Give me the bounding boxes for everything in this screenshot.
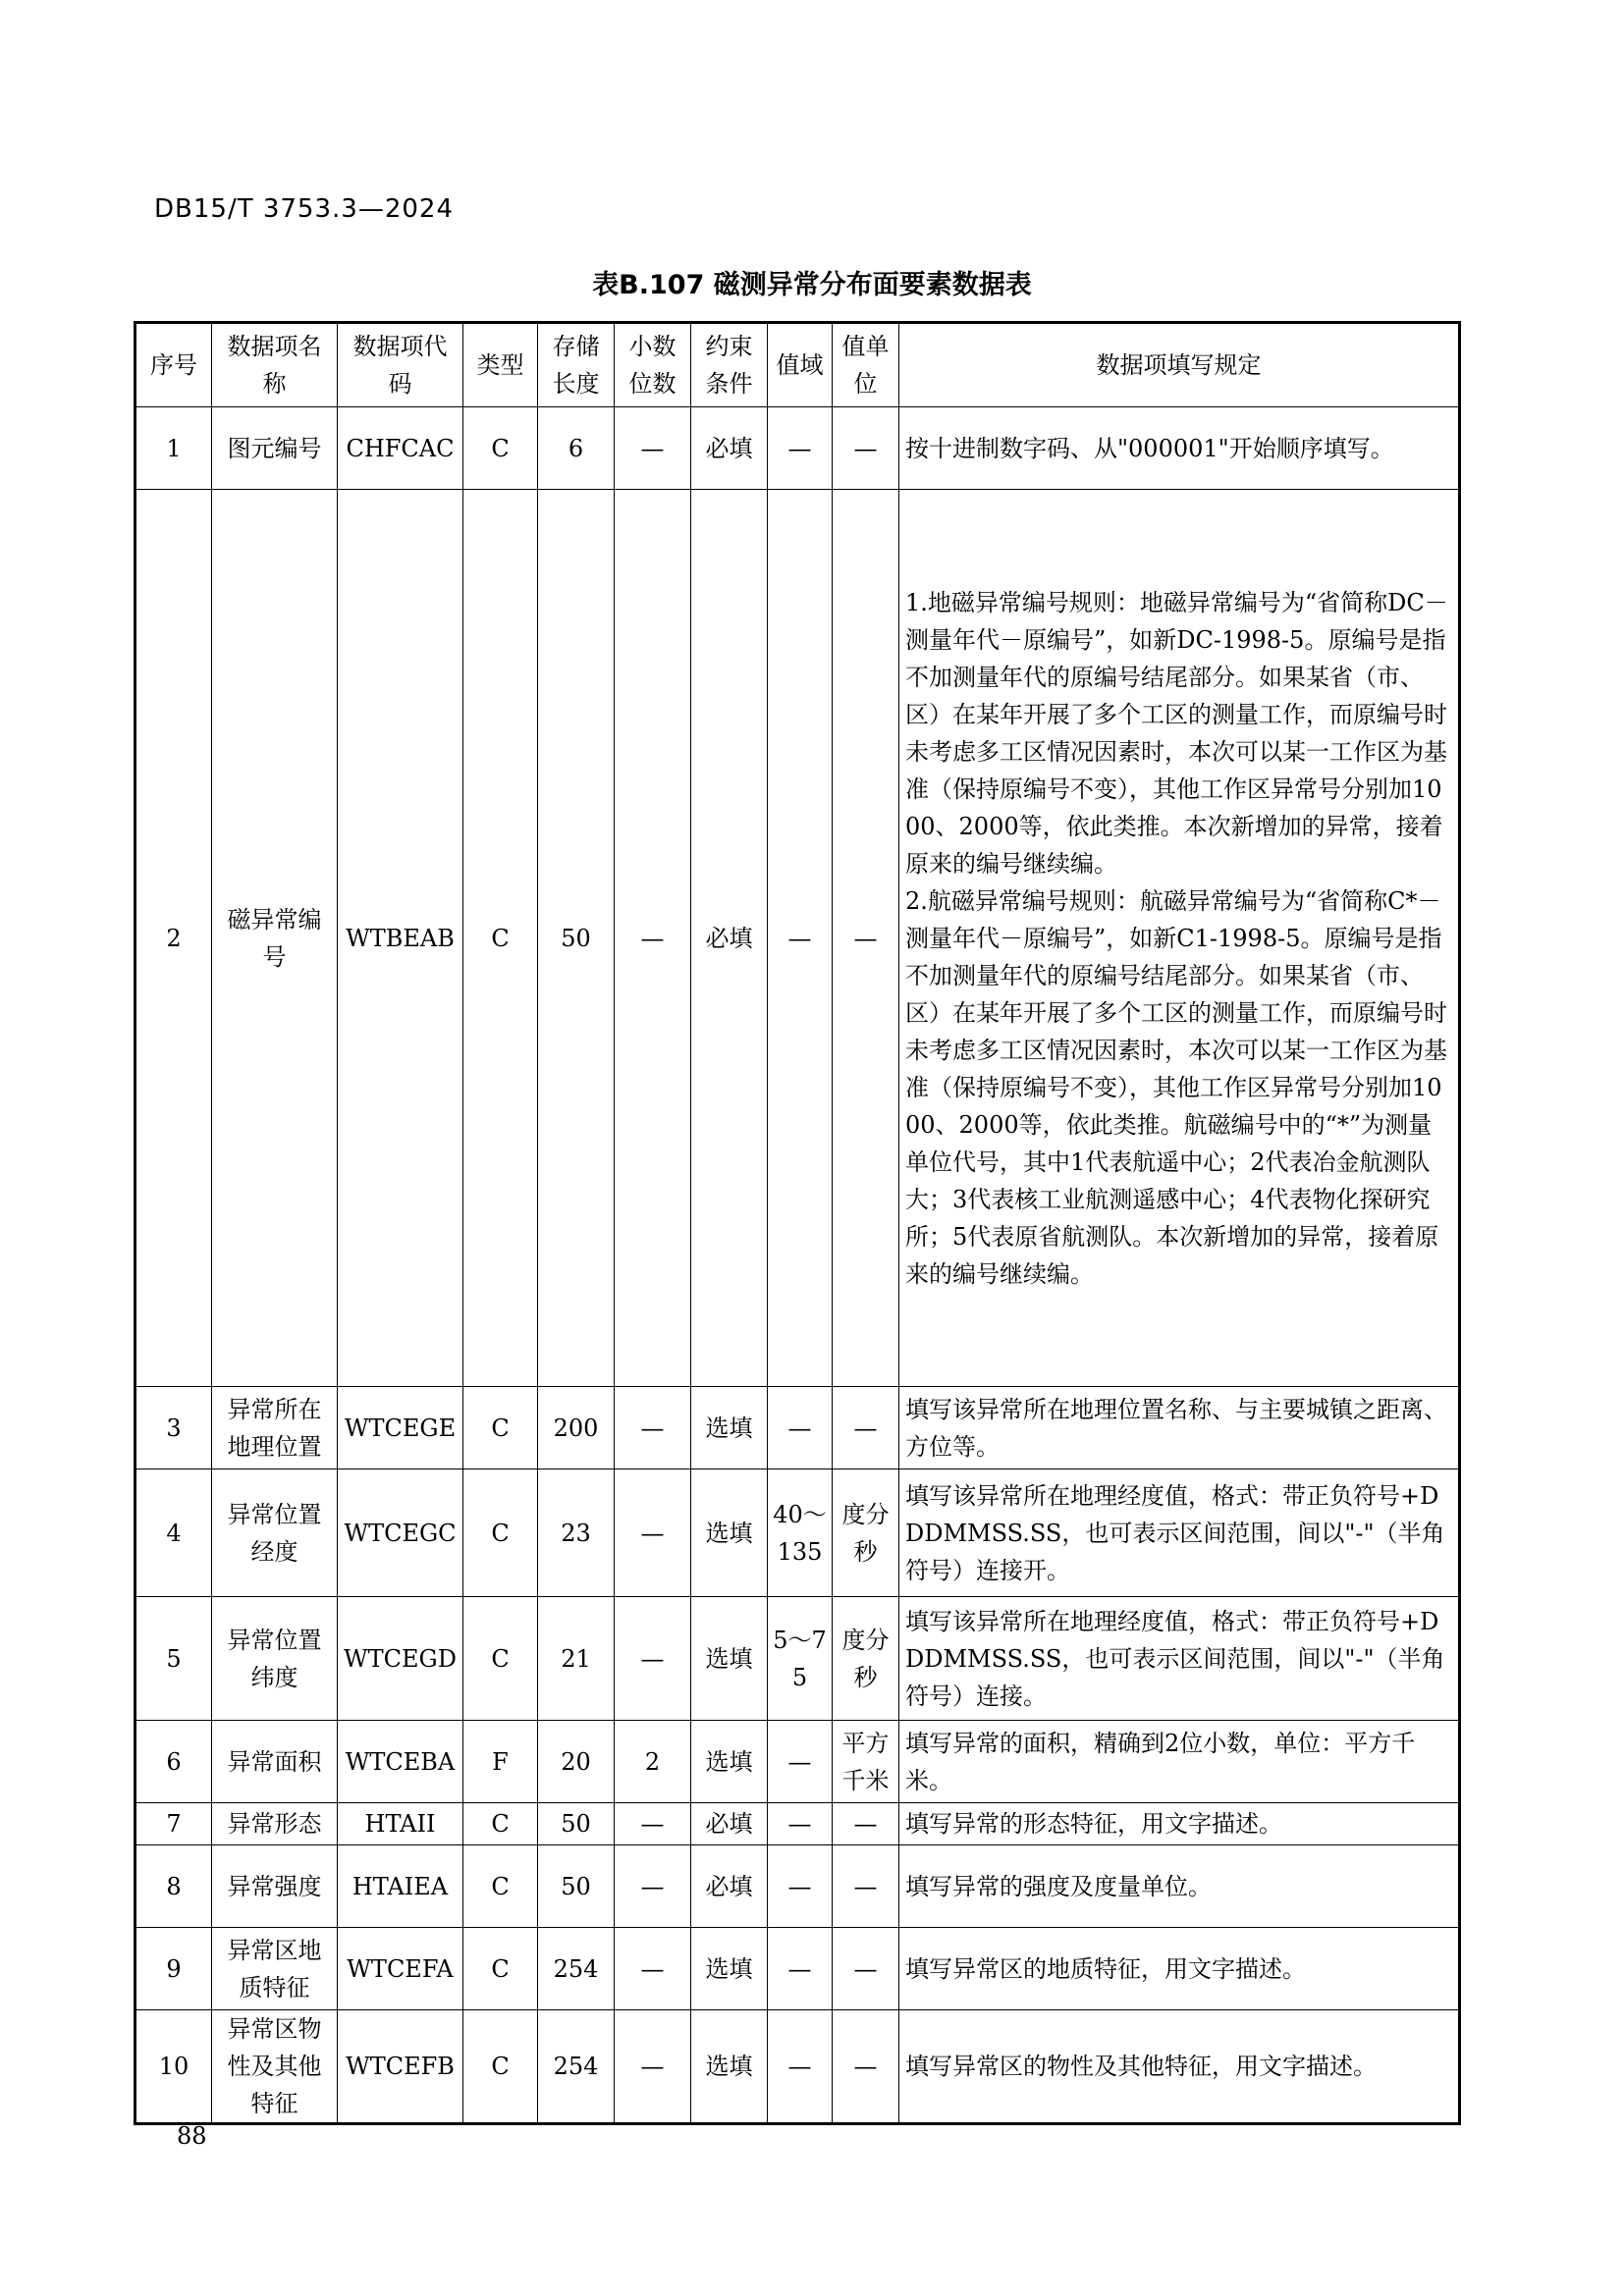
- cell-name: 磁异常编号: [212, 490, 338, 1387]
- cell-domain: —: [768, 407, 833, 490]
- cell-rule: [899, 1469, 1460, 1597]
- cell-code: WTCEFA: [338, 1928, 463, 2010]
- cell-length: 200: [538, 1387, 615, 1469]
- cell-domain: —: [768, 1721, 833, 1803]
- cell-rule: [899, 1721, 1460, 1803]
- cell-seq: 5: [135, 1597, 212, 1721]
- table-row: [135, 1597, 1460, 1721]
- cell-rule: [899, 1928, 1460, 2010]
- cell-type: C: [463, 2010, 538, 2124]
- column-header: 值域: [768, 323, 833, 407]
- cell-rule: [899, 407, 1460, 490]
- cell-name: 异常区地质特征: [212, 1928, 338, 2010]
- cell-domain: 5～75: [768, 1597, 833, 1721]
- cell-length: 254: [538, 1928, 615, 2010]
- cell-code: HTAIEA: [338, 1845, 463, 1928]
- cell-decimals: —: [615, 1928, 691, 2010]
- cell-decimals: —: [615, 490, 691, 1387]
- column-header: 存储长度: [538, 323, 615, 407]
- column-header: 约束条件: [691, 323, 768, 407]
- cell-type: C: [463, 1803, 538, 1845]
- cell-name: 异常区物性及其他特征: [212, 2010, 338, 2124]
- cell-type: C: [463, 1928, 538, 2010]
- cell-constraint: 选填: [691, 1721, 768, 1803]
- column-header: 数据项代码: [338, 323, 463, 407]
- cell-domain: —: [768, 1928, 833, 2010]
- cell-domain: —: [768, 2010, 833, 2124]
- cell-name: 异常位置纬度: [212, 1597, 338, 1721]
- table-row: [135, 1387, 1460, 1469]
- cell-name: 异常所在地理位置: [212, 1387, 338, 1469]
- rule-paragraph: 填写异常区的物性及其他特征，用文字描述。: [905, 2053, 1377, 2080]
- cell-name: 异常面积: [212, 1721, 338, 1803]
- column-header: 值单位: [833, 323, 899, 407]
- rule-paragraph: 填写该异常所在地理经度值，格式：带正负符号+DDDMMSS.SS，也可表示区间范围，间以"-"（半角符号）连接开。: [905, 1481, 1445, 1584]
- cell-decimals: —: [615, 2010, 691, 2124]
- cell-unit: —: [833, 407, 899, 490]
- cell-domain: —: [768, 1845, 833, 1928]
- column-header: 序号: [135, 323, 212, 407]
- cell-unit: —: [833, 1387, 899, 1469]
- rule-paragraph: 填写异常的强度及度量单位。: [905, 1872, 1212, 1900]
- cell-unit: 度分秒: [833, 1597, 899, 1721]
- rule-paragraph: 1.地磁异常编号规则：地磁异常编号为“省简称DC－测量年代－原编号”，如新DC-1998-5。原编号是指不加测量年代的原编号结尾部分。如果某省（市、区）在某年开展了多个工区的测量工作，而原编号时未考虑多工区情况因素时，本次可以某一工作区为基准（保持原编号不变），其他工作区异常号分别加1000、2000等，依此类推。本次新增加的异常，接着原来的编号继续编。: [905, 588, 1448, 878]
- cell-rule: [899, 1387, 1460, 1469]
- column-header: 数据项名称: [212, 323, 338, 407]
- cell-length: 6: [538, 407, 615, 490]
- table-row: [135, 1721, 1460, 1803]
- table-header-row: [135, 323, 1460, 407]
- cell-code: WTCEFB: [338, 2010, 463, 2124]
- cell-length: 254: [538, 2010, 615, 2124]
- rule-paragraph: 填写该异常所在地理位置名称、与主要城镇之距离、方位等。: [905, 1395, 1447, 1461]
- document-code: DB15/T 3753.3—2024: [154, 194, 454, 224]
- cell-constraint: 必填: [691, 1803, 768, 1845]
- cell-constraint: 必填: [691, 1845, 768, 1928]
- cell-length: 21: [538, 1597, 615, 1721]
- cell-name: 异常强度: [212, 1845, 338, 1928]
- cell-unit: —: [833, 490, 899, 1387]
- table-row: [135, 407, 1460, 490]
- cell-code: WTCEGD: [338, 1597, 463, 1721]
- cell-code: WTBEAB: [338, 490, 463, 1387]
- cell-name: 异常形态: [212, 1803, 338, 1845]
- rule-paragraph: 填写异常区的地质特征，用文字描述。: [905, 1954, 1306, 1983]
- table-row: [135, 1803, 1460, 1845]
- table-row: [135, 1469, 1460, 1597]
- column-header: 数据项填写规定: [899, 323, 1460, 407]
- cell-constraint: 选填: [691, 1597, 768, 1721]
- cell-unit: —: [833, 1803, 899, 1845]
- cell-name: 图元编号: [212, 407, 338, 490]
- cell-seq: 7: [135, 1803, 212, 1845]
- cell-constraint: 选填: [691, 1387, 768, 1469]
- rule-paragraph: 填写异常的形态特征，用文字描述。: [905, 1810, 1282, 1838]
- rule-paragraph: 填写异常的面积，精确到2位小数，单位：平方千米。: [905, 1729, 1416, 1794]
- cell-decimals: —: [615, 1803, 691, 1845]
- cell-domain: —: [768, 490, 833, 1387]
- rule-paragraph: 填写该异常所在地理经度值，格式：带正负符号+DDDMMSS.SS，也可表示区间范围，间以"-"（半角符号）连接。: [905, 1607, 1445, 1710]
- cell-rule: [899, 1845, 1460, 1928]
- cell-type: C: [463, 1469, 538, 1597]
- cell-seq: 10: [135, 2010, 212, 2124]
- table-row: [135, 2010, 1460, 2124]
- cell-length: 50: [538, 1845, 615, 1928]
- data-table: [134, 321, 1461, 2125]
- cell-type: F: [463, 1721, 538, 1803]
- rule-paragraph: 2.航磁异常编号规则：航磁异常编号为“省简称C*－测量年代－原编号”，如新C1-1998-5。原编号是指不加测量年代的原编号结尾部分。如果某省（市、区）在某年开展了多个工区的测量工作，而原编号时未考虑多工区情况因素时，本次可以某一工作区为基准（保持原编号不变），其他工作区异常号分别加1000、2000等，依此类推。航磁编号中的“*”为测量单位代号，其中1代表航遥中心；2代表冶金航测队大；3代表核工业航测遥感中心；4代表物化探研究所；5代表原省航测队。本次新增加的异常，接着原来的编号继续编。: [905, 886, 1447, 1288]
- cell-code: CHFCAC: [338, 407, 463, 490]
- cell-type: C: [463, 490, 538, 1387]
- cell-constraint: 选填: [691, 1469, 768, 1597]
- cell-rule: [899, 490, 1460, 1387]
- cell-unit: 平方千米: [833, 1721, 899, 1803]
- cell-code: HTAII: [338, 1803, 463, 1845]
- cell-decimals: —: [615, 1845, 691, 1928]
- cell-decimals: —: [615, 1387, 691, 1469]
- cell-seq: 8: [135, 1845, 212, 1928]
- cell-unit: —: [833, 1928, 899, 2010]
- cell-type: C: [463, 407, 538, 490]
- cell-length: 50: [538, 490, 615, 1387]
- cell-domain: —: [768, 1803, 833, 1845]
- cell-type: C: [463, 1387, 538, 1469]
- cell-constraint: 选填: [691, 2010, 768, 2124]
- cell-rule: [899, 1803, 1460, 1845]
- cell-length: 20: [538, 1721, 615, 1803]
- cell-seq: 6: [135, 1721, 212, 1803]
- cell-decimals: —: [615, 1469, 691, 1597]
- table-row: [135, 1845, 1460, 1928]
- cell-seq: 1: [135, 407, 212, 490]
- table-title: 表B.107 磁测异常分布面要素数据表: [592, 270, 1032, 300]
- cell-type: C: [463, 1597, 538, 1721]
- cell-rule: [899, 2010, 1460, 2124]
- cell-rule: [899, 1597, 1460, 1721]
- cell-type: C: [463, 1845, 538, 1928]
- cell-seq: 9: [135, 1928, 212, 2010]
- rule-paragraph: 按十进制数字码、从"000001"开始顺序填写。: [905, 434, 1394, 462]
- cell-name: 异常位置经度: [212, 1469, 338, 1597]
- cell-code: WTCEGC: [338, 1469, 463, 1597]
- table-row: [135, 490, 1460, 1387]
- cell-unit: 度分秒: [833, 1469, 899, 1597]
- cell-seq: 2: [135, 490, 212, 1387]
- cell-length: 50: [538, 1803, 615, 1845]
- cell-constraint: 必填: [691, 407, 768, 490]
- cell-seq: 3: [135, 1387, 212, 1469]
- cell-decimals: —: [615, 1597, 691, 1721]
- page-number: 88: [177, 2122, 207, 2150]
- cell-code: WTCEBA: [338, 1721, 463, 1803]
- table-row: [135, 1928, 1460, 2010]
- cell-unit: —: [833, 2010, 899, 2124]
- cell-decimals: 2: [615, 1721, 691, 1803]
- cell-constraint: 必填: [691, 490, 768, 1387]
- column-header: 类型: [463, 323, 538, 407]
- cell-domain: 40～135: [768, 1469, 833, 1597]
- cell-constraint: 选填: [691, 1928, 768, 2010]
- cell-decimals: —: [615, 407, 691, 490]
- cell-domain: —: [768, 1387, 833, 1469]
- column-header: 小数位数: [615, 323, 691, 407]
- cell-code: WTCEGE: [338, 1387, 463, 1469]
- cell-length: 23: [538, 1469, 615, 1597]
- cell-seq: 4: [135, 1469, 212, 1597]
- cell-unit: —: [833, 1845, 899, 1928]
